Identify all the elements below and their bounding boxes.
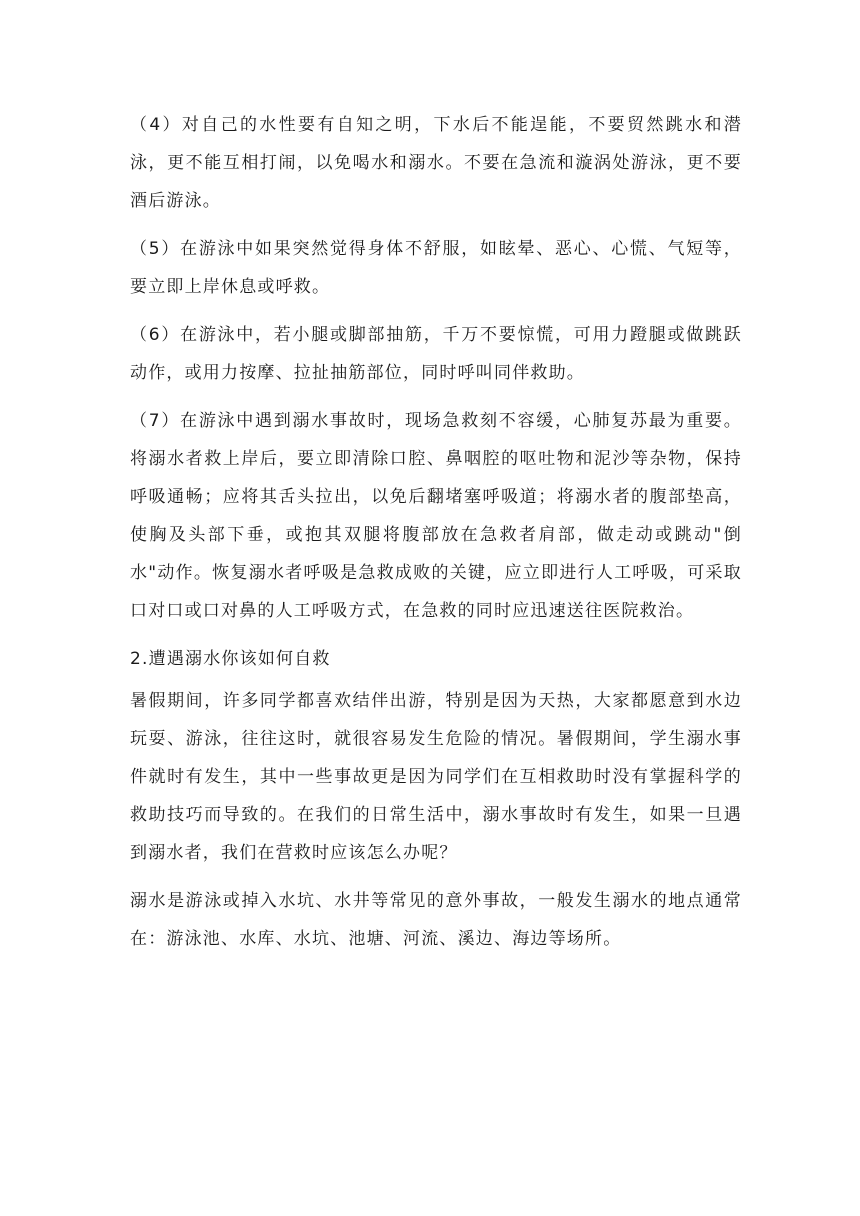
paragraph-item-4: （4）对自己的水性要有自知之明，下水后不能逞能，不要贸然跳水和潜泳，更不能互相打闹，以免喝水和溺水。不要在急流和漩涡处游泳，更不要酒后游泳。 [130,115,742,211]
paragraph-item-6: （6）在游泳中，若小腿或脚部抽筋，千万不要惊慌，可用力蹬腿或做跳跃动作，或用力按摩、拉扯抽筋部位，同时呼叫同伴救助。 [130,325,742,383]
paragraph-item-7: （7）在游泳中遇到溺水事故时，现场急救刻不容缓，心肺复苏最为重要。将溺水者救上岸后，要立即清除口腔、鼻咽腔的呕吐物和泥沙等杂物，保持呼吸通畅；应将其舌头拉出，以免后翻堵塞呼吸道；将溺水者的腹部垫高，使胸及头部下垂，或抱其双腿将腹部放在急救者肩部，做走动或跳动"倒水"动作。恢复溺水者呼吸是急救成败的关键，应立即进行人工呼吸，可采取口对口或口对鼻的人工呼吸方式，在急救的同时应迅速送往医院救治。 [130,411,742,621]
section-heading: 2.遭遇溺水你该如何自救 [130,649,331,669]
document-page [130,106,742,968]
section-paragraph-summer: 暑假期间，许多同学都喜欢结伴出游，特别是因为天热，大家都愿意到水边玩耍、游泳，往往这时，就很容易发生危险的情况。暑假期间，学生溺水事件就时有发生，其中一些事故更是因为同学们在互相救助时没有掌握科学的救助技巧而导致的。在我们的日常生活中，溺水事故时有发生，如果一旦遇到溺水者，我们在营救时应该怎么办呢？ [130,691,742,863]
section-paragraph-locations: 溺水是游泳或掉入水坑、水井等常见的意外事故，一般发生溺水的地点通常在：游泳池、水库、水坑、池塘、河流、溪边、海边等场所。 [130,891,742,949]
paragraph-item-5: （5）在游泳中如果突然觉得身体不舒服，如眩晕、恶心、心慌、气短等，要立即上岸休息或呼救。 [130,239,742,297]
